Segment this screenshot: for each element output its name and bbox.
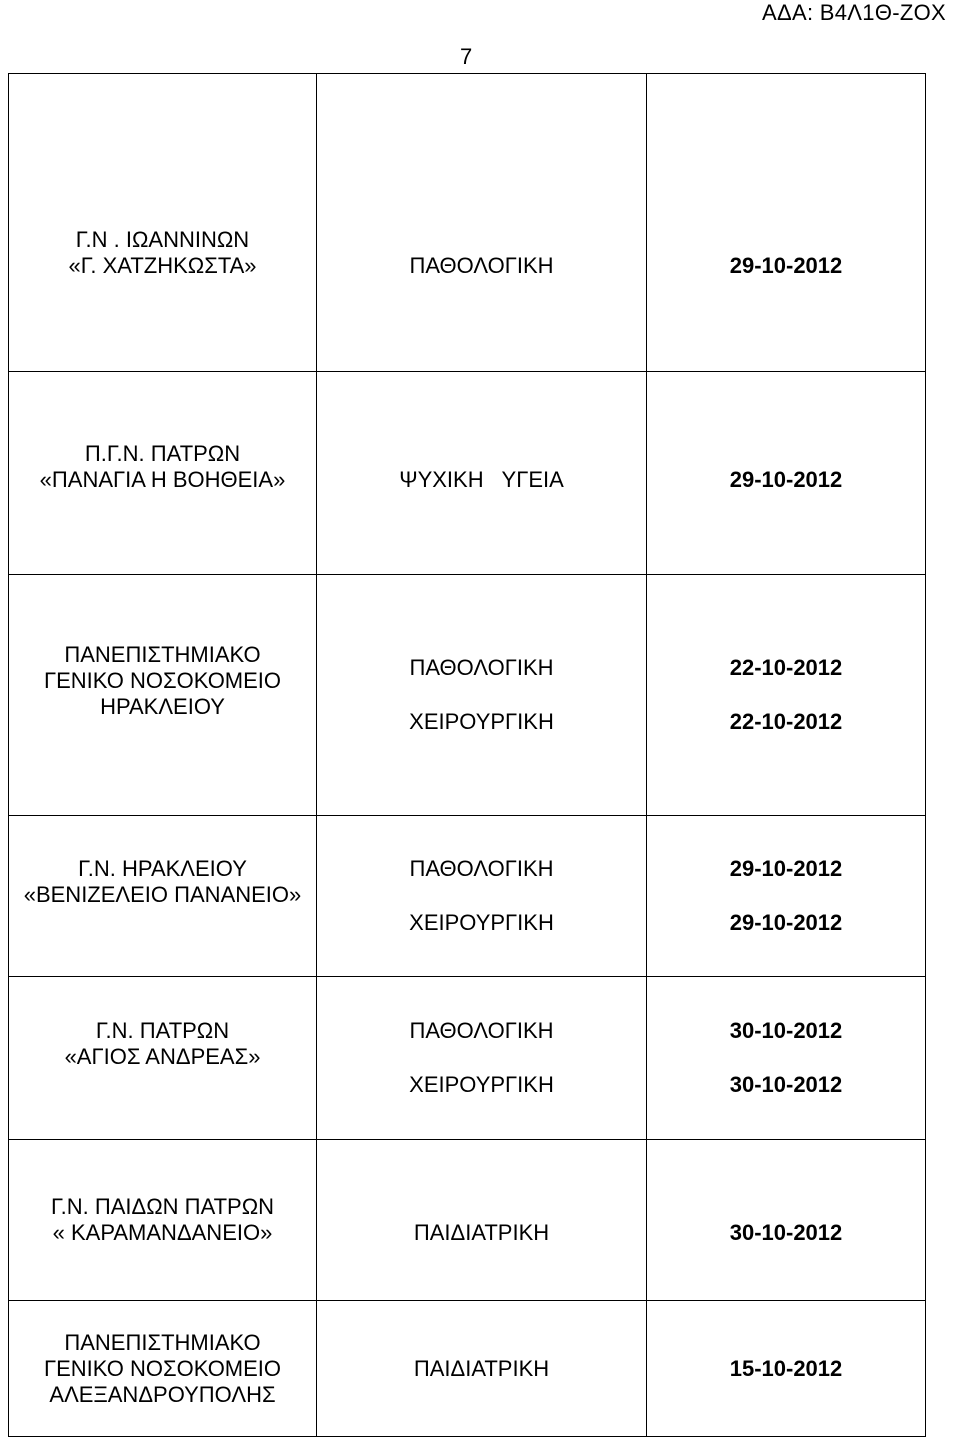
specialty-cell (317, 575, 647, 816)
specialty-text: ΠΑΙΔΙΑΤΡΙΚΗ (413, 1220, 550, 1245)
hospital-name-line: «Γ. ΧΑΤΖΗΚΩΣΤΑ» (68, 252, 257, 278)
hospital-cell (9, 1140, 317, 1301)
hospital-cell (9, 816, 317, 977)
hospital-cell (9, 977, 317, 1140)
specialty-cell (317, 372, 647, 575)
date-cell (647, 372, 926, 575)
date-text: 29-10-2012 (729, 467, 843, 492)
hospital-name-line: ΓΕΝΙΚΟ ΝΟΣΟΚΟΜΕΙΟ (43, 668, 282, 693)
hospital-name-line: ΓΕΝΙΚΟ ΝΟΣΟΚΟΜΕΙΟ (43, 1355, 282, 1381)
table-row (9, 1301, 926, 1437)
hospital-name-line: «ΠΑΝΑΓΙΑ Η ΒΟΗΘΕΙΑ» (39, 467, 286, 492)
date-cell (647, 575, 926, 816)
table-row (9, 1140, 926, 1301)
date-text: 22-10-2012 (729, 709, 843, 734)
date-cell (647, 816, 926, 977)
page-number: 7 (460, 44, 473, 69)
table-row (9, 372, 926, 575)
hospital-name-line: ΗΡΑΚΛΕΙΟΥ (100, 694, 225, 719)
hospital-name-line: Γ.Ν. ΠΑΙΔΩΝ ΠΑΤΡΩΝ (50, 1194, 275, 1219)
hospital-name-line: ΠΑΝΕΠΙΣΤΗΜΙΑΚΟ (64, 1329, 261, 1355)
hospital-table (8, 73, 926, 1437)
hospital-cell (9, 74, 317, 372)
hospital-name-line: ΑΛΕΞΑΝΔΡΟΥΠΟΛΗΣ (49, 1381, 276, 1407)
specialty-text: ΨΥΧΙΚΗ ΥΓΕΙΑ (399, 467, 564, 492)
specialty-text: ΠΑΘΟΛΟΓΙΚΗ (409, 252, 554, 278)
specialty-text: ΧΕΙΡΟΥΡΓΙΚΗ (409, 709, 554, 734)
specialty-text: ΧΕΙΡΟΥΡΓΙΚΗ (409, 910, 554, 935)
hospital-cell (9, 575, 317, 816)
table-row (9, 977, 926, 1140)
hospital-name-line: Γ.Ν . ΙΩΑΝΝΙΝΩΝ (75, 226, 250, 252)
hospital-cell (9, 1301, 317, 1437)
date-text: 29-10-2012 (729, 252, 843, 278)
date-cell (647, 1140, 926, 1301)
date-text: 30-10-2012 (729, 1072, 843, 1097)
hospital-name-line: Γ.Ν. ΠΑΤΡΩΝ (95, 1018, 230, 1043)
specialty-text: ΠΑΘΟΛΟΓΙΚΗ (409, 1018, 554, 1043)
hospital-name-line: « ΚΑΡΑΜΑΝΔΑΝΕΙΟ» (52, 1220, 273, 1245)
date-text: 15-10-2012 (729, 1355, 843, 1381)
table-row (9, 816, 926, 977)
hospital-name-line: «ΒΕΝΙΖΕΛΕΙΟ ΠΑΝΑΝΕΙΟ» (23, 882, 302, 907)
date-text: 29-10-2012 (729, 910, 843, 935)
specialty-text: ΧΕΙΡΟΥΡΓΙΚΗ (409, 1072, 554, 1097)
specialty-cell (317, 1140, 647, 1301)
date-text: 22-10-2012 (729, 655, 843, 680)
ada-code: ΑΔΑ: Β4Λ1Θ-ΖΟΧ (762, 0, 946, 25)
date-text: 30-10-2012 (729, 1220, 843, 1245)
hospital-name-line: ΠΑΝΕΠΙΣΤΗΜΙΑΚΟ (64, 642, 261, 667)
specialty-cell (317, 816, 647, 977)
table-row (9, 575, 926, 816)
specialty-cell (317, 977, 647, 1140)
date-cell (647, 977, 926, 1140)
hospital-name-line: Π.Γ.Ν. ΠΑΤΡΩΝ (84, 441, 241, 466)
hospital-cell (9, 372, 317, 575)
specialty-text: ΠΑΙΔΙΑΤΡΙΚΗ (413, 1355, 550, 1381)
specialty-text: ΠΑΘΟΛΟΓΙΚΗ (409, 856, 554, 881)
hospital-name-line: «ΑΓΙΟΣ ΑΝΔΡΕΑΣ» (64, 1044, 261, 1069)
date-cell (647, 74, 926, 372)
specialty-text: ΠΑΘΟΛΟΓΙΚΗ (409, 655, 554, 680)
date-cell (647, 1301, 926, 1437)
specialty-cell (317, 1301, 647, 1437)
table-row (9, 74, 926, 372)
hospital-name-line: Γ.Ν. ΗΡΑΚΛΕΙΟΥ (78, 856, 247, 881)
specialty-cell (317, 74, 647, 372)
date-text: 30-10-2012 (729, 1018, 843, 1043)
date-text: 29-10-2012 (729, 856, 843, 881)
